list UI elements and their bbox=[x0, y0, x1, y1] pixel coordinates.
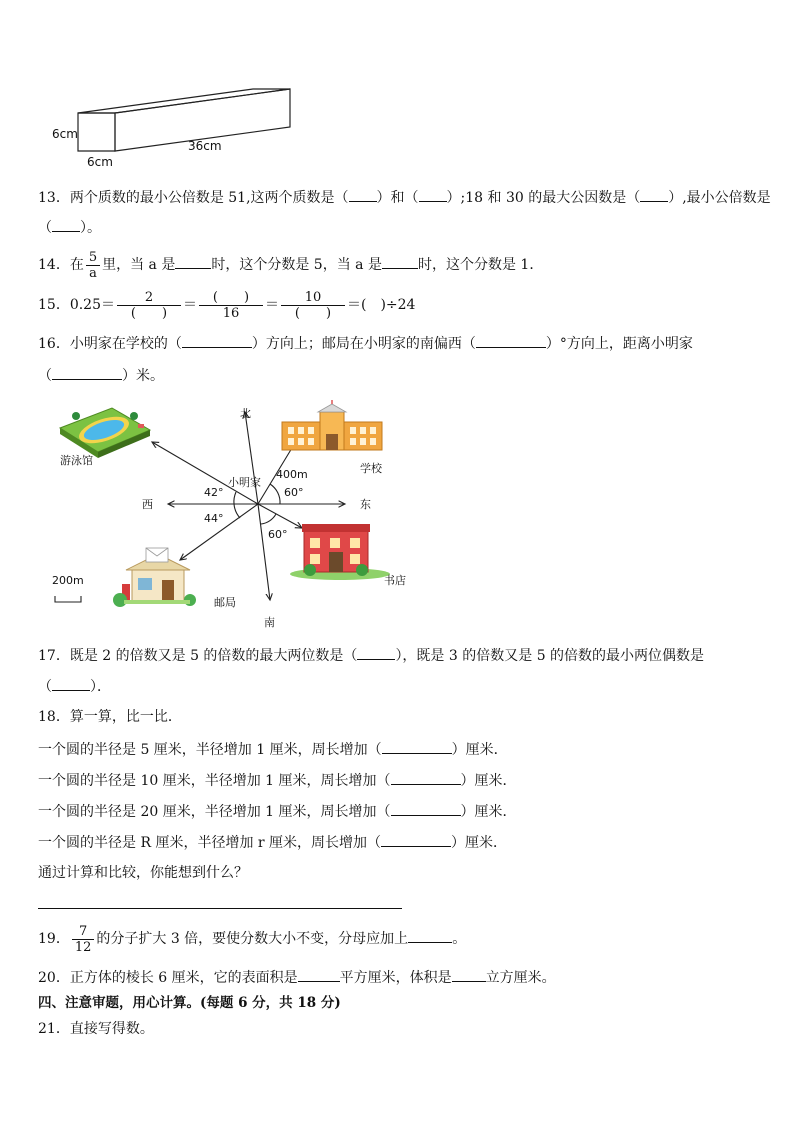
question-14: 14．在 $\frac{5}{a}$ 里，当 a 是 时，这个分数是 5，当 a 是 时，这个分数是 1． bbox=[38, 249, 544, 281]
swimming-pool-icon bbox=[60, 408, 150, 458]
answer-blank[interactable] bbox=[182, 334, 252, 348]
question-13-line2: （ ）。 bbox=[38, 220, 101, 236]
map-scale-label: 200m bbox=[52, 574, 84, 587]
map-distance-label: 400m bbox=[276, 468, 308, 481]
fraction-7-over-12: $\frac{7}{12}$ bbox=[72, 924, 95, 955]
answer-blank[interactable] bbox=[382, 740, 452, 754]
map-bookstore-label: 书店 bbox=[384, 574, 406, 587]
map-angle-60-south: 60° bbox=[268, 528, 288, 541]
question-18-row-2: 一个圆的半径是 10 厘米，半径增加 1 厘米，周长增加（ ）厘米． bbox=[38, 773, 517, 789]
map-south-label: 南 bbox=[264, 616, 275, 629]
answer-blank[interactable] bbox=[391, 771, 461, 785]
answer-blank[interactable] bbox=[349, 188, 377, 202]
question-21: 21．直接写得数。 bbox=[38, 1021, 154, 1037]
map-west-label: 西 bbox=[142, 498, 153, 511]
answer-blank[interactable] bbox=[52, 677, 90, 691]
section-4-title: 四、注意审题，用心计算。(每题 6 分，共 18 分) bbox=[38, 995, 341, 1011]
question-17-line2: （ ）． bbox=[38, 679, 111, 695]
school-icon bbox=[282, 400, 382, 450]
bookstore-icon bbox=[290, 524, 390, 580]
map-angle-44: 44° bbox=[204, 512, 224, 525]
answer-blank[interactable] bbox=[52, 218, 80, 232]
map-school-label: 学校 bbox=[360, 462, 382, 475]
prism-figure bbox=[40, 85, 320, 170]
question-18-row-4: 一个圆的半径是 R 厘米，半径增加 r 厘米，周长增加（ ）厘米． bbox=[38, 835, 508, 851]
answer-blank[interactable] bbox=[381, 833, 451, 847]
answer-blank[interactable] bbox=[391, 802, 461, 816]
answer-blank[interactable] bbox=[408, 929, 452, 943]
prism-width-label: 6cm bbox=[87, 155, 113, 169]
answer-blank[interactable] bbox=[382, 255, 418, 269]
answer-blank[interactable] bbox=[298, 968, 340, 982]
map-post-label: 邮局 bbox=[214, 596, 236, 609]
map-center-label: 小明家 bbox=[228, 476, 261, 489]
question-18-row-1: 一个圆的半径是 5 厘米，半径增加 1 厘米，周长增加（ ）厘米． bbox=[38, 742, 508, 758]
question-16: 16．小明家在学校的（ ）方向上；邮局在小明家的南偏西（ ）°方向上，距离小明家 bbox=[38, 336, 693, 352]
answer-blank[interactable] bbox=[640, 188, 668, 202]
map-pool-label: 游泳馆 bbox=[60, 454, 93, 467]
answer-blank[interactable] bbox=[452, 968, 486, 982]
prism-length-label: 36cm bbox=[188, 139, 222, 153]
answer-blank[interactable] bbox=[175, 255, 211, 269]
fraction-2: $\frac{( )}{16}$ bbox=[199, 290, 263, 321]
answer-blank[interactable] bbox=[52, 366, 122, 380]
question-16-line2: （ ）米。 bbox=[38, 368, 164, 384]
question-19: 19． $\frac{7}{12}$ 的分子扩大 3 倍，要使分数大小不变，分母应加上 。 bbox=[38, 923, 467, 955]
question-18-row-3: 一个圆的半径是 20 厘米，半径增加 1 厘米，周长增加（ ）厘米． bbox=[38, 804, 517, 820]
fraction-5-over-a: $\frac{5}{a}$ bbox=[86, 250, 100, 281]
answer-blank[interactable] bbox=[357, 646, 395, 660]
question-18-ask: 通过计算和比较，你能想到什么？ bbox=[38, 865, 248, 881]
fraction-3: $\frac{10}{( )}$ bbox=[281, 290, 345, 321]
question-20: 20．正方体的棱长 6 厘米，它的表面积是 平方厘米，体积是 立方厘米。 bbox=[38, 970, 556, 986]
answer-blank[interactable] bbox=[476, 334, 546, 348]
answer-line[interactable] bbox=[38, 908, 402, 909]
question-15: 15．0.25＝ $\frac{2}{( )}$ ＝ $\frac{( )}{16}$ ＝ $\frac{10}{( )}$ ＝( )÷24 bbox=[38, 289, 416, 321]
question-18-title: 18．算一算，比一比． bbox=[38, 709, 182, 725]
map-north-label: 北 bbox=[240, 407, 251, 420]
question-13: 13．两个质数的最小公倍数是 51,这两个质数是（ ）和（ ）;18 和 30 的最大公因数是（ ）,最小公倍数是 bbox=[38, 190, 771, 206]
prism-height-label: 6cm bbox=[52, 127, 78, 141]
answer-blank[interactable] bbox=[419, 188, 447, 202]
fraction-1: $\frac{2}{( )}$ bbox=[117, 290, 181, 321]
question-17: 17．既是 2 的倍数又是 5 的倍数的最大两位数是（ ），既是 3 的倍数又是 5 的倍数的最小两位偶数是 bbox=[38, 648, 705, 664]
map-angle-60-east: 60° bbox=[284, 486, 304, 499]
map-east-label: 东 bbox=[360, 498, 371, 511]
map-angle-42: 42° bbox=[204, 486, 224, 499]
